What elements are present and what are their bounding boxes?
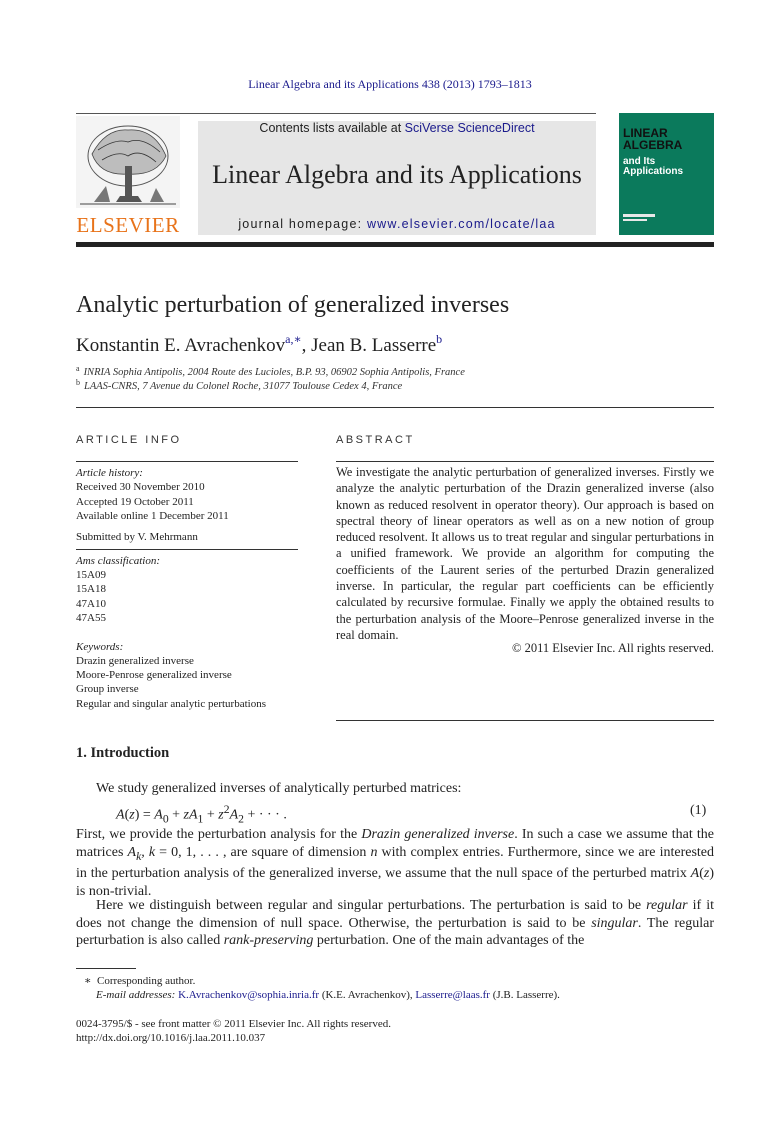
homepage-prefix: journal homepage:: [238, 217, 367, 231]
journal-cover-image[interactable]: [619, 113, 714, 235]
equation-number: (1): [690, 803, 707, 818]
footnote-emails: [96, 989, 560, 1001]
ams-code: 47A10: [76, 598, 106, 610]
article-info-rule: [76, 461, 298, 462]
abstract-bottom-rule: [336, 720, 714, 721]
issn-line: 0024-3795/$ - see front matter © 2011 Elsevier Inc. All rights reserved.: [76, 1018, 391, 1030]
author-line: [76, 332, 442, 357]
p2-math: n: [370, 844, 378, 860]
cover-line-3: and Its: [623, 156, 656, 167]
footnote-mark: ∗: [84, 975, 92, 987]
ams-code: 47A55: [76, 612, 106, 624]
ams-code: 15A18: [76, 583, 106, 595]
p3-emphasis: regular: [646, 898, 688, 913]
submitted-by: Submitted by V. Mehrmann: [76, 531, 198, 543]
sciencedirect-link[interactable]: SciVerse ScienceDirect: [404, 121, 535, 135]
p3-emphasis: rank-preserving: [223, 933, 314, 949]
affiliation-mark: a: [76, 364, 80, 373]
p2-text: is non-trivial.: [76, 883, 152, 899]
equation-1: $A(z) = A_0 + zA_1 + z^2A_2$ + · · · .: [116, 803, 287, 826]
contents-line: [198, 121, 596, 135]
affiliation-text: LAAS-CNRS, 7 Avenue du Colonel Roche, 31077 Toulouse Cedex 4, France: [84, 381, 403, 392]
header-bottom-rule: [76, 242, 714, 247]
p3-emphasis: singular: [591, 915, 638, 931]
ams-rule: [76, 549, 298, 550]
article-info-heading: ARTICLE INFO: [76, 434, 182, 446]
journal-title: Linear Algebra and its Applications: [212, 160, 582, 189]
keyword: Moore-Penrose generalized inverse: [76, 669, 232, 681]
p2-text: First, we provide the perturbation analysis for the: [76, 827, 362, 842]
contents-prefix: Contents lists available at: [259, 121, 405, 135]
online-date: Available online 1 December 2011: [76, 510, 229, 522]
keywords-label: Keywords:: [76, 641, 124, 653]
affiliation-mark: b: [76, 378, 80, 387]
author-separator: ,: [301, 335, 312, 356]
footnote-rule: [76, 968, 136, 969]
cover-strip-2: [623, 219, 647, 221]
affiliation-text: INRIA Sophia Antipolis, 2004 Route des Lucioles, B.P. 93, 06902 Sophia Antipolis, France: [83, 367, 465, 378]
intro-paragraph-2: First, we provide the perturbation analysis for the Drazin generalized inverse. In such a case we assume that the matrices $A_k$, k = 0, 1, . . . , are square of dimension n with complex entries. Furthermore, since we are interested in the perturbation analysis of the generalized inverse, we assume that the null space of the perturbed matrix A(z) is non-trivial.: [76, 827, 715, 899]
abstract-rule: [336, 461, 714, 462]
author-1: Konstantin E. Avrachenkov: [76, 335, 286, 356]
p2-math: $A_k$, k: [127, 844, 156, 863]
title-block-rule: [76, 407, 714, 408]
p3-text: if it does not change the dimension of null space. Otherwise, the perturbation is said to be: [76, 898, 714, 931]
keyword: Drazin generalized inverse: [76, 655, 194, 667]
history-label: Article history:: [76, 467, 143, 479]
intro-paragraph-1: We study generalized inverses of analytically perturbed matrices:: [96, 781, 462, 796]
journal-citation[interactable]: Linear Algebra and its Applications 438 (2013) 1793–1813: [248, 77, 532, 91]
received-date: Received 30 November 2010: [76, 481, 205, 493]
journal-homepage-line: [198, 217, 596, 231]
keyword: Regular and singular analytic perturbations: [76, 698, 266, 710]
cover-line-4: Applications: [623, 166, 684, 177]
section-heading-introduction: 1. Introduction: [76, 745, 170, 761]
p2-text: are square of dimension: [226, 844, 371, 860]
p2-emphasis: Drazin generalized inverse: [361, 827, 515, 842]
cover-line-1: LINEAR: [623, 126, 668, 140]
footnote-text: Corresponding author.: [96, 975, 196, 987]
email-owner-2: (J.B. Lasserre).: [489, 989, 560, 1001]
header-top-rule: [76, 113, 596, 114]
affiliation-b: [76, 378, 402, 392]
p3-text: Here we distinguish between regular and singular perturbations. The perturbation is said to be: [96, 898, 647, 913]
author-2: Jean B. Lasserre: [311, 335, 437, 356]
keyword: Group inverse: [76, 683, 139, 695]
author-2-affiliation-mark[interactable]: b: [436, 332, 443, 346]
p2-text: with complex entries. Furthermore, since we are interested in the perturbation analysis of the generalized inverse, we assume that the null space of the perturbed matrix: [76, 844, 715, 882]
ams-code: 15A09: [76, 569, 106, 581]
cover-title: [623, 127, 682, 151]
cover-line-2: ALGEBRA: [623, 138, 683, 152]
publisher-wordmark[interactable]: ELSEVIER: [76, 213, 180, 237]
affiliation-a: [76, 364, 465, 378]
homepage-link[interactable]: www.elsevier.com/locate/laa: [366, 217, 556, 231]
article-title: Analytic perturbation of generalized inverses: [76, 292, 510, 318]
abstract-copyright: © 2011 Elsevier Inc. All rights reserved.: [511, 641, 714, 655]
email-label: E-mail addresses:: [96, 989, 179, 1001]
email-owner-1: (K.E. Avrachenkov),: [319, 989, 416, 1001]
ams-label: Ams classification:: [76, 555, 161, 567]
abstract-heading: ABSTRACT: [336, 434, 415, 446]
author-1-affiliation-mark[interactable]: a,∗: [285, 332, 302, 346]
doi-link[interactable]: http://dx.doi.org/10.1016/j.laa.2011.10.037: [76, 1032, 266, 1044]
email-link-2[interactable]: Lasserre@laas.fr: [415, 989, 490, 1001]
footnote-corresponding: [84, 974, 195, 987]
intro-paragraph-3: [76, 897, 714, 950]
abstract-text: We investigate the analytic perturbation of generalized inverses. Firstly we analyze the analytic perturbation of the Drazin generalized inverse (also known as reduced resolvent in operator theory). Our approach is based on spectral theory of linear operators as well as on a new notion of group reduced resolvent. It allows us to treat regular and singular perturbations in a unified framework. We provide an algorithm for computing the coefficients of the Laurent series of the perturbed Drazin generalized inverse. In particular, the regular part coefficients can be efficiently calculated by recursive formulae. Finally we apply the obtained results to the perturbation analysis of the Moore–Penrose generalized inverse in the real domain.: [336, 465, 714, 642]
p3-text: . The regular perturbation is also called: [76, 915, 715, 949]
cover-subtitle: [623, 157, 683, 177]
p2-math: A: [690, 866, 700, 882]
cover-strip: [623, 214, 655, 217]
p2-text: . In such a case we assume that the matrices: [76, 827, 714, 860]
p3-text: perturbation. One of the main advantages of the: [313, 933, 585, 949]
email-link-1[interactable]: K.Avrachenkov@sophia.inria.fr: [178, 989, 320, 1001]
accepted-date: Accepted 19 October 2011: [76, 496, 194, 508]
